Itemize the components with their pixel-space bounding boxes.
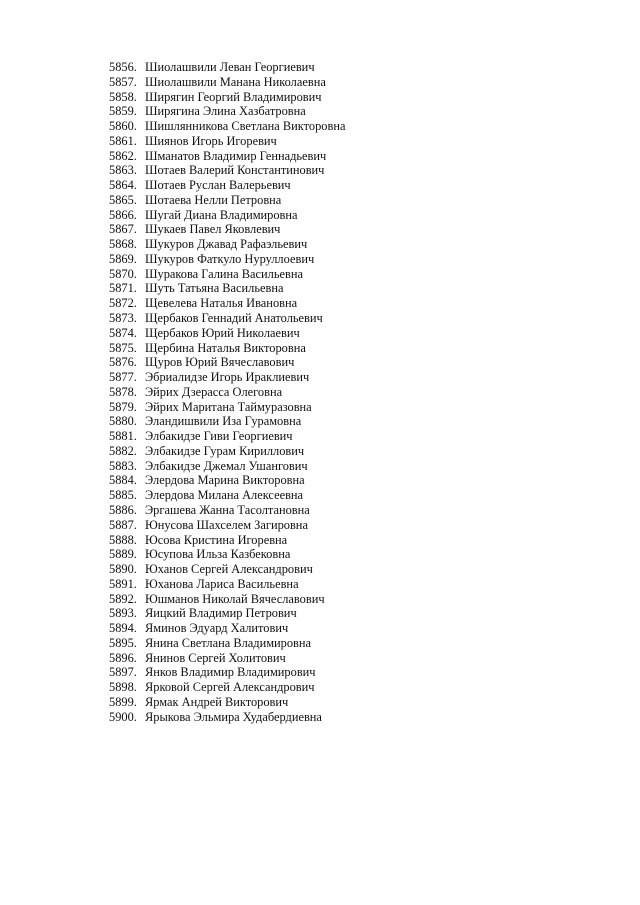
entry-name: Шукуров Фаткуло Нуруллоевич <box>145 251 315 266</box>
entry-name: Щербаков Юрий Николаевич <box>145 325 300 340</box>
list-item <box>109 533 345 548</box>
entry-name: Ярмак Андрей Викторович <box>145 694 289 709</box>
entry-number: 5880. <box>109 414 137 429</box>
list-item <box>109 149 345 164</box>
entry-number: 5875. <box>109 340 137 355</box>
entry-name: Элердова Милана Алексеевна <box>145 488 304 503</box>
list-item <box>109 208 345 223</box>
entry-name: Шотаев Руслан Валерьевич <box>145 178 291 193</box>
list-item <box>109 665 345 680</box>
list-item <box>109 355 345 370</box>
entry-name: Шуть Татьяна Васильевна <box>145 281 284 296</box>
entry-number: 5858. <box>109 89 137 104</box>
entry-name: Ярыкова Эльмира Худабердиевна <box>145 709 322 724</box>
entry-number: 5864. <box>109 178 137 193</box>
entry-number: 5872. <box>109 296 137 311</box>
entry-number: 5898. <box>109 680 137 695</box>
entry-number: 5900. <box>109 709 137 724</box>
entry-name: Юнусова Шахселем Загировна <box>145 517 308 532</box>
entry-number: 5862. <box>109 148 137 163</box>
entry-number: 5897. <box>109 665 137 680</box>
list-item <box>109 680 345 695</box>
list-item <box>109 444 345 459</box>
list-item <box>109 400 345 415</box>
entry-number: 5867. <box>109 222 137 237</box>
entry-name: Шиолашвили Манана Николаевна <box>145 74 326 89</box>
entry-number: 5861. <box>109 133 137 148</box>
entry-name: Ярковой Сергей Александрович <box>145 680 315 695</box>
entry-number: 5857. <box>109 74 137 89</box>
entry-name: Шугай Диана Владимировна <box>145 207 298 222</box>
list-item <box>109 414 345 429</box>
list-item <box>109 562 345 577</box>
list-item <box>109 341 345 356</box>
entry-name: Щербина Наталья Викторовна <box>145 340 306 355</box>
name-list <box>109 60 345 724</box>
list-item <box>109 488 345 503</box>
entry-number: 5884. <box>109 473 137 488</box>
entry-name: Элбакидзе Гурам Кириллович <box>145 443 305 458</box>
entry-name: Шукуров Джавад Рафаэльевич <box>145 237 308 252</box>
entry-number: 5866. <box>109 207 137 222</box>
entry-number: 5871. <box>109 281 137 296</box>
list-item <box>109 385 345 400</box>
list-item <box>109 267 345 282</box>
entry-number: 5869. <box>109 251 137 266</box>
list-item <box>109 547 345 562</box>
list-item <box>109 695 345 710</box>
entry-name: Эргашева Жанна Тасолтановна <box>145 502 310 517</box>
entry-name: Юханов Сергей Александрович <box>145 562 313 577</box>
list-item <box>109 90 345 105</box>
list-item <box>109 222 345 237</box>
list-item <box>109 104 345 119</box>
entry-number: 5876. <box>109 355 137 370</box>
list-item <box>109 75 345 90</box>
entry-number: 5887. <box>109 517 137 532</box>
entry-name: Юханова Лариса Васильевна <box>145 576 299 591</box>
list-item <box>109 237 345 252</box>
list-item <box>109 60 345 75</box>
entry-number: 5863. <box>109 163 137 178</box>
list-item <box>109 592 345 607</box>
entry-name: Щевелева Наталья Ивановна <box>145 296 298 311</box>
list-item <box>109 621 345 636</box>
list-item <box>109 577 345 592</box>
entry-number: 5889. <box>109 547 137 562</box>
list-item <box>109 193 345 208</box>
entry-name: Яминов Эдуард Халитович <box>145 621 289 636</box>
entry-name: Шотаев Валерий Константинович <box>145 163 325 178</box>
entry-number: 5891. <box>109 576 137 591</box>
entry-number: 5873. <box>109 311 137 326</box>
list-item <box>109 163 345 178</box>
entry-name: Шишлянникова Светлана Викторовна <box>145 119 346 134</box>
list-item <box>109 370 345 385</box>
entry-number: 5868. <box>109 237 137 252</box>
entry-number: 5860. <box>109 119 137 134</box>
list-item <box>109 326 345 341</box>
list-item <box>109 636 345 651</box>
entry-name: Шукаев Павел Яковлевич <box>145 222 281 237</box>
entry-number: 5859. <box>109 104 137 119</box>
entry-name: Эландишвили Иза Гурамовна <box>145 414 302 429</box>
entry-name: Янинов Сергей Холитович <box>145 650 286 665</box>
entry-number: 5888. <box>109 532 137 547</box>
entry-number: 5879. <box>109 399 137 414</box>
entry-name: Яицкий Владимир Петрович <box>145 606 297 621</box>
list-item <box>109 606 345 621</box>
entry-number: 5896. <box>109 650 137 665</box>
list-item <box>109 473 345 488</box>
entry-name: Юшманов Николай Вячеславович <box>145 591 325 606</box>
entry-name: Ширягин Георгий Владимирович <box>145 89 322 104</box>
entry-name: Янина Светлана Владимировна <box>145 635 312 650</box>
list-item <box>109 296 345 311</box>
entry-name: Элбакидзе Джемал Ушангович <box>145 458 308 473</box>
entry-number: 5865. <box>109 192 137 207</box>
entry-number: 5882. <box>109 443 137 458</box>
list-item <box>109 429 345 444</box>
entry-name: Юсова Кристина Игоревна <box>145 532 288 547</box>
list-item <box>109 503 345 518</box>
entry-number: 5856. <box>109 60 137 74</box>
list-item <box>109 281 345 296</box>
entry-name: Шотаева Нелли Петровна <box>145 192 282 207</box>
list-item <box>109 518 345 533</box>
entry-number: 5892. <box>109 591 137 606</box>
list-item <box>109 134 345 149</box>
entry-number: 5899. <box>109 694 137 709</box>
entry-name: Эбриалидзе Игорь Ираклиевич <box>145 370 310 385</box>
list-item <box>109 178 345 193</box>
entry-number: 5870. <box>109 266 137 281</box>
list-item <box>109 651 345 666</box>
entry-name: Шиолашвили Леван Георгиевич <box>145 60 315 74</box>
entry-number: 5878. <box>109 384 137 399</box>
entry-name: Щуров Юрий Вячеславович <box>145 355 295 370</box>
entry-number: 5874. <box>109 325 137 340</box>
list-item <box>109 311 345 326</box>
entry-number: 5895. <box>109 635 137 650</box>
entry-name: Элердова Марина Викторовна <box>145 473 305 488</box>
entry-number: 5885. <box>109 488 137 503</box>
list-item <box>109 710 345 725</box>
entry-number: 5893. <box>109 606 137 621</box>
entry-number: 5894. <box>109 621 137 636</box>
entry-name: Янков Владимир Владимирович <box>145 665 316 680</box>
entry-name: Шманатов Владимир Геннадьевич <box>145 148 327 163</box>
entry-name: Щербаков Геннадий Анатольевич <box>145 311 323 326</box>
entry-number: 5881. <box>109 429 137 444</box>
entry-number: 5886. <box>109 502 137 517</box>
entry-number: 5883. <box>109 458 137 473</box>
entry-name: Юсупова Ильза Казбековна <box>145 547 291 562</box>
entry-number: 5877. <box>109 370 137 385</box>
entry-name: Шиянов Игорь Игоревич <box>145 133 277 148</box>
entry-name: Элбакидзе Гиви Георгиевич <box>145 429 293 444</box>
entry-name: Эйрих Маритана Таймуразовна <box>145 399 312 414</box>
list-item <box>109 119 345 134</box>
list-item <box>109 252 345 267</box>
entry-number: 5890. <box>109 562 137 577</box>
entry-name: Шуракова Галина Васильевна <box>145 266 303 281</box>
entry-name: Эйрих Дзерасса Олеговна <box>145 384 283 399</box>
entry-name: Ширягина Элина Хазбатровна <box>145 104 306 119</box>
list-item <box>109 459 345 474</box>
